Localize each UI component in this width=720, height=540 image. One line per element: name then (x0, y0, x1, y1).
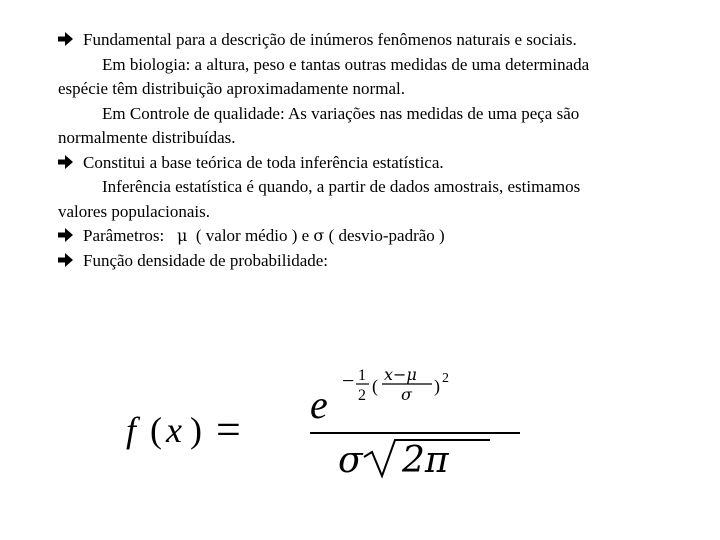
bullet-densidade (58, 249, 618, 274)
sub-item-controle-qualidade (58, 102, 618, 151)
lhs-open-paren: ( (150, 410, 162, 450)
right-arrow-icon (58, 253, 73, 267)
lhs-f: f (126, 410, 137, 450)
sub-item-text: Em Controle de qualidade: As variações nas medidas de uma peça são normalmente distribuídas. (58, 103, 580, 147)
bullet-text: Função densidade de probabilidade: (83, 250, 329, 270)
half-numerator: 1 (358, 367, 366, 384)
sqrt-content: 2π (402, 440, 449, 481)
bullet-base-teorica (58, 151, 618, 176)
inner-denominator: σ (401, 385, 412, 404)
params-prefix: Parâmetros: (83, 226, 165, 245)
bullet-text: Constitui a base teórica de toda inferência estatística. (83, 152, 444, 172)
inner-numerator: x−μ (384, 365, 417, 384)
sub-item-biologia (58, 53, 618, 102)
denominator-sigma: σ (338, 440, 363, 481)
bullet-text: Fundamental para a descrição de inúmeros fenômenos naturais e sociais. (83, 30, 577, 49)
exp-close-paren: ) (434, 376, 440, 396)
mu-symbol: μ (176, 226, 188, 245)
sub-item-inferencia (58, 175, 618, 224)
half-denominator: 2 (358, 387, 366, 404)
lhs-x: x (166, 410, 182, 450)
equals-sign: = (216, 405, 241, 454)
formula-svg (120, 360, 540, 490)
sigma-symbol: σ (313, 226, 325, 245)
sigma-description: ( desvio-padrão ) (328, 226, 445, 245)
normal-density-formula (120, 360, 540, 490)
right-arrow-icon (58, 32, 73, 46)
exp-minus: − (342, 368, 355, 393)
right-arrow-icon (58, 228, 73, 242)
exponent-two: 2 (442, 371, 449, 386)
exp-open-paren: ( (372, 376, 378, 396)
euler-e: e (310, 382, 328, 427)
text-block (58, 28, 618, 273)
right-arrow-icon (58, 155, 73, 169)
lhs-close-paren: ) (190, 410, 202, 450)
mu-description: ( valor médio ) e (195, 226, 310, 245)
sub-item-text: Em biologia: a altura, peso e tantas outras medidas de uma determinada espécie têm distribuição aproximadamente normal. (58, 54, 590, 98)
bullet-fundamental (58, 28, 618, 53)
sub-item-text: Inferência estatística é quando, a partir de dados amostrais, estimamos valores populacionais. (58, 177, 581, 221)
bullet-parametros (58, 224, 618, 249)
